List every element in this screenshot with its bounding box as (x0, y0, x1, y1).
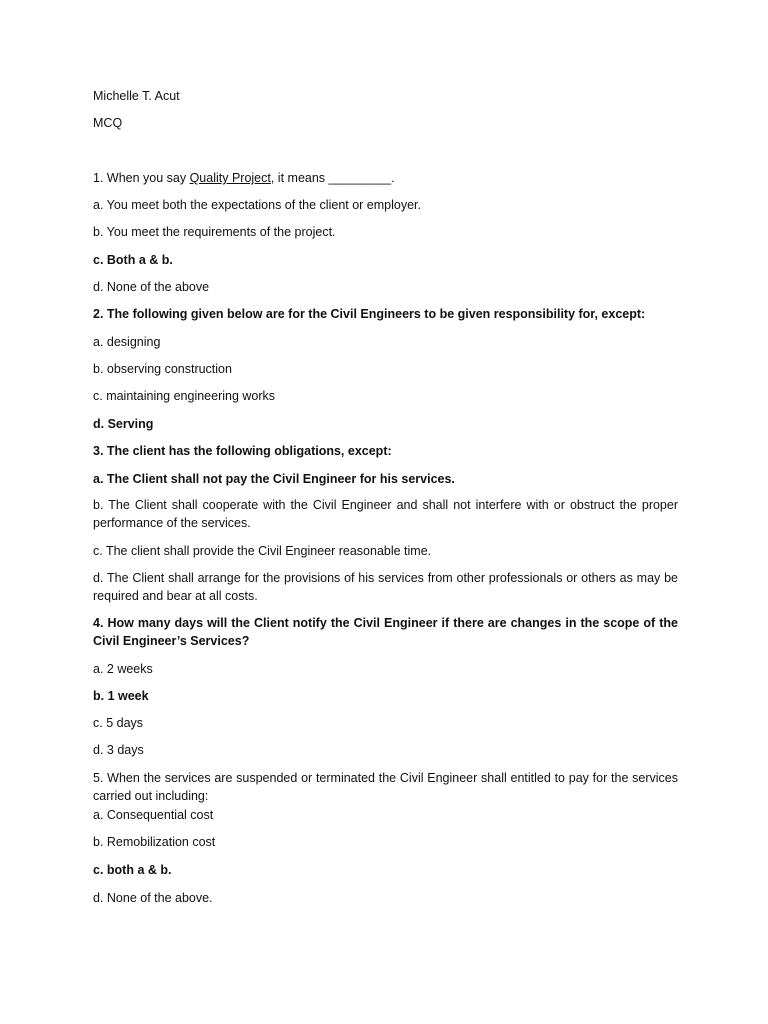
question-3-stem: 3. The client has the following obligations, except: (93, 444, 392, 458)
question-3-option-c: c. The client shall provide the Civil Engineer reasonable time. (93, 544, 432, 558)
question-5-option-b: b. Remobilization cost (93, 835, 216, 849)
question-2-option-b: b. observing construction (93, 362, 232, 376)
question-2-option-a: a. designing (93, 335, 161, 349)
question-3-option-b: b. The Client shall cooperate with the Civil Engineer and shall not interfere with or obstruct the proper performance of the services. (93, 498, 678, 530)
question-4-option-d: d. 3 days (93, 743, 144, 757)
question-3-option-d: d. The Client shall arrange for the provisions of his services from other professionals or others as may be required and bear at all costs. (93, 571, 678, 603)
question-4-option-a: a. 2 weeks (93, 662, 153, 676)
question-3-option-a: a. The Client shall not pay the Civil Engineer for his services. (93, 472, 455, 486)
question-1-underlined-term: Quality Project (189, 171, 271, 185)
document-type: MCQ (93, 116, 123, 130)
question-1-option-c: c. Both a & b. (93, 253, 173, 267)
question-4-stem: 4. How many days will the Client notify the Civil Engineer if there are changes in the scope of the Civil Engineer’s Services? (93, 616, 678, 648)
question-5-option-a: a. Consequential cost (93, 808, 214, 822)
question-1-stem-suffix: , it means _________. (270, 171, 395, 185)
question-2-stem: 2. The following given below are for the Civil Engineers to be given responsibility for, except: (93, 307, 646, 321)
question-5-option-d: d. None of the above. (93, 891, 213, 905)
question-4-option-b: b. 1 week (93, 689, 149, 703)
author-name: Michelle T. Acut (93, 89, 180, 103)
question-1-option-d: d. None of the above (93, 280, 210, 294)
question-1-stem (93, 169, 678, 187)
question-5-stem: 5. When the services are suspended or terminated the Civil Engineer shall entitled to pay for the services carried out including: (93, 771, 678, 803)
question-2-option-c: c. maintaining engineering works (93, 389, 276, 403)
question-5-option-c: c. both a & b. (93, 863, 172, 877)
question-4-option-c: c. 5 days (93, 716, 144, 730)
question-2-option-d: d. Serving (93, 417, 154, 431)
question-1-option-a: a. You meet both the expectations of the client or employer. (93, 198, 421, 212)
question-1-stem-prefix: 1. When you say (93, 171, 190, 185)
question-1-option-b: b. You meet the requirements of the project. (93, 225, 336, 239)
